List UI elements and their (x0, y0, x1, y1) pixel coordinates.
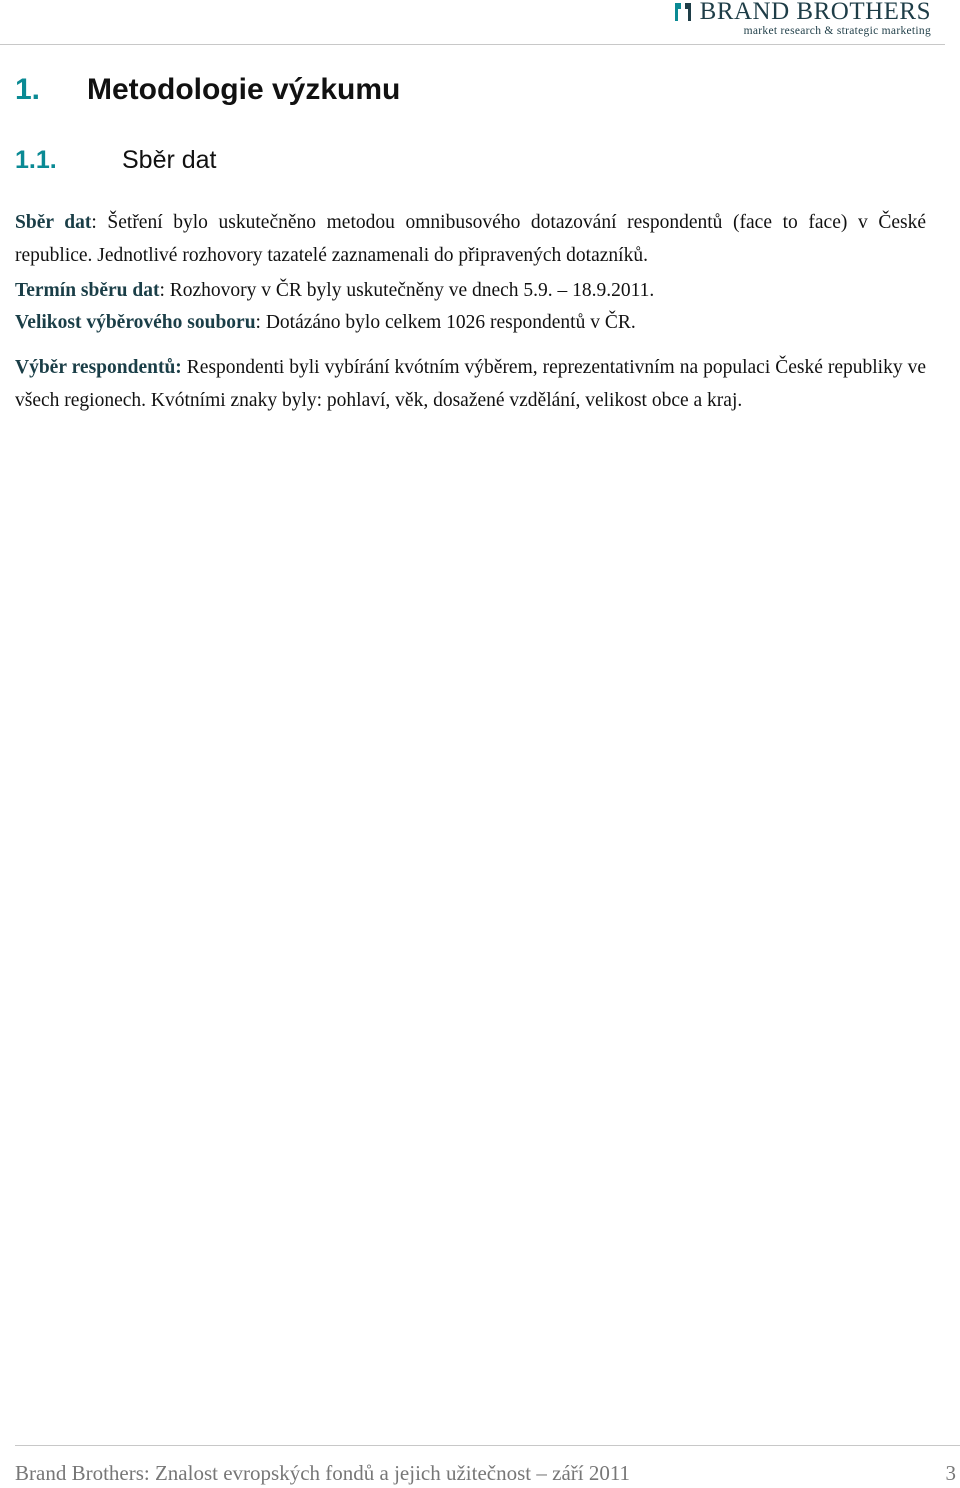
paragraph-text: : Rozhovory v ČR byly uskutečněny ve dnech 5.9. – 18.9.2011. (159, 280, 655, 301)
footer-text: Brand Brothers: Znalost evropských fondů a jejich užitečnost – září 2011 (15, 1461, 631, 1485)
section-number: 1. (15, 73, 41, 106)
paragraph-label: Výběr respondentů: (15, 357, 182, 378)
footer-divider (15, 1445, 960, 1446)
page-number: 3 (945, 1461, 956, 1485)
section-title: Metodologie výzkumu (87, 73, 401, 106)
page-header (0, 0, 960, 46)
subsection-heading (15, 143, 217, 177)
logo-name: BRAND BROTHERS (699, 0, 931, 25)
page-footer (15, 1458, 956, 1488)
paragraph-term (15, 275, 926, 308)
header-divider (0, 44, 945, 45)
subsection-number: 1.1. (15, 146, 57, 174)
paragraph-selection (15, 352, 926, 417)
paragraph-sample (15, 307, 926, 340)
paragraph-text: : Šetření bylo uskutečněno metodou omnibusového dotazování respondentů (face to face) v České republice. Jednotlivé rozhovory tazatelé zaznamenali do připravených dotazníků. (15, 212, 926, 266)
paragraph-text: Respondenti byli vybírání kvótním výběrem, reprezentativním na populaci České republiky ve všech regionech. Kvótními znaky byly: pohlaví, věk, dosažené vzdělání, velikost obce a kraj. (15, 357, 926, 411)
section-heading (15, 70, 400, 110)
logo-tagline: market research & strategic marketing (743, 25, 931, 37)
paragraph-text: : Dotázáno bylo celkem 1026 respondentů v ČR. (255, 312, 636, 333)
subsection-title: Sběr dat (122, 146, 217, 174)
brand-brothers-logo (673, 0, 931, 40)
paragraph-label: Termín sběru dat (15, 280, 160, 301)
paragraph-collection (15, 207, 926, 272)
paragraph-label: Sběr dat (15, 212, 92, 233)
paragraph-label: Velikost výběrového souboru (15, 312, 256, 333)
brand-logo-icon (673, 1, 693, 23)
